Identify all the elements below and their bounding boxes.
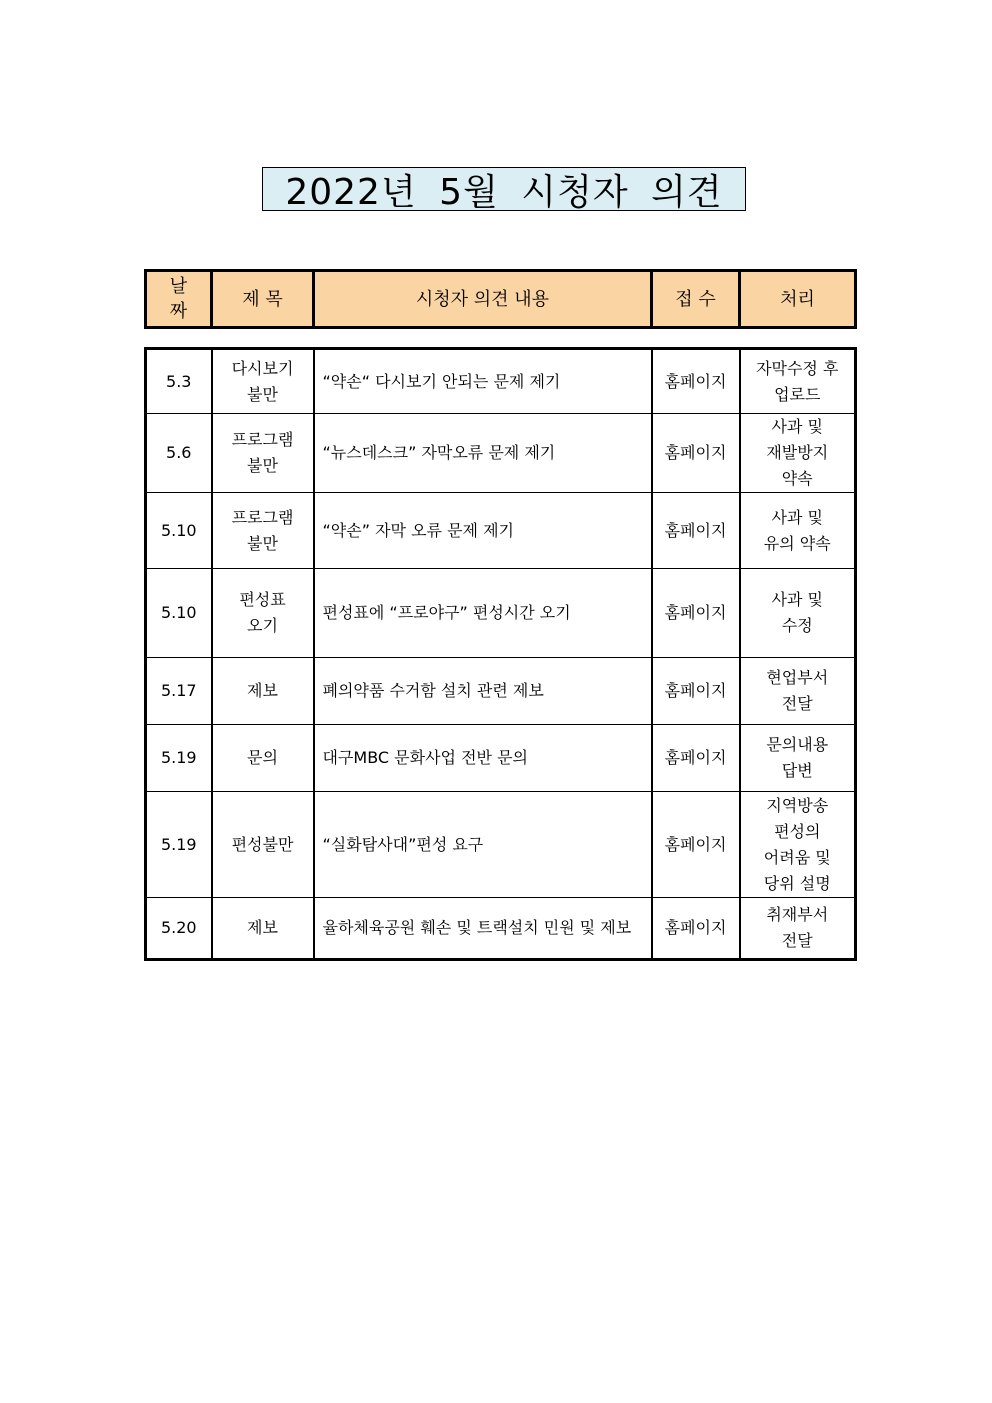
cell-date: 5.19 xyxy=(146,792,212,898)
cell-date: 5.19 xyxy=(146,725,212,792)
cell-subject: 제보 xyxy=(212,898,314,960)
cell-received: 홈페이지 xyxy=(652,349,740,414)
cell-date: 5.17 xyxy=(146,658,212,725)
header-content: 시청자 의견 내용 xyxy=(314,271,652,328)
cell-received: 홈페이지 xyxy=(652,493,740,569)
header-row xyxy=(146,271,856,328)
cell-subject: 프로그램 불만 xyxy=(212,493,314,569)
table-row xyxy=(146,493,856,569)
cell-processing: 취재부서 전달 xyxy=(740,898,856,960)
opinion-table xyxy=(144,347,857,961)
table-row xyxy=(146,658,856,725)
cell-received: 홈페이지 xyxy=(652,898,740,960)
cell-received: 홈페이지 xyxy=(652,658,740,725)
cell-processing: 사과 및 재발방지 약속 xyxy=(740,414,856,493)
cell-content: “뉴스데스크” 자막오류 문제 제기 xyxy=(314,414,652,493)
cell-processing: 현업부서 전달 xyxy=(740,658,856,725)
cell-received: 홈페이지 xyxy=(652,414,740,493)
header-processing: 처리 xyxy=(740,271,856,328)
table-row xyxy=(146,349,856,414)
cell-subject: 프로그램 불만 xyxy=(212,414,314,493)
cell-received: 홈페이지 xyxy=(652,792,740,898)
cell-processing: 지역방송 편성의 어려움 및 당위 설명 xyxy=(740,792,856,898)
cell-processing: 자막수정 후 업로드 xyxy=(740,349,856,414)
header-received: 접 수 xyxy=(652,271,740,328)
header-subject: 제 목 xyxy=(212,271,314,328)
cell-content: 편성표에 “프로야구” 편성시간 오기 xyxy=(314,569,652,658)
table-row xyxy=(146,725,856,792)
table-row xyxy=(146,898,856,960)
cell-date: 5.20 xyxy=(146,898,212,960)
table-row xyxy=(146,792,856,898)
page-title: 2022년 5월 시청자 의견 xyxy=(262,167,746,211)
cell-date: 5.3 xyxy=(146,349,212,414)
cell-subject: 편성불만 xyxy=(212,792,314,898)
cell-content: 폐의약품 수거함 설치 관련 제보 xyxy=(314,658,652,725)
table-row xyxy=(146,414,856,493)
cell-date: 5.6 xyxy=(146,414,212,493)
table-header xyxy=(144,269,857,329)
cell-content: 대구MBC 문화사업 전반 문의 xyxy=(314,725,652,792)
cell-content: “약손“ 다시보기 안되는 문제 제기 xyxy=(314,349,652,414)
cell-subject: 문의 xyxy=(212,725,314,792)
cell-content: 율하체육공원 훼손 및 트랙설치 민원 및 제보 xyxy=(314,898,652,960)
cell-subject: 다시보기 불만 xyxy=(212,349,314,414)
cell-processing: 사과 및 수정 xyxy=(740,569,856,658)
cell-content: “실화탐사대”편성 요구 xyxy=(314,792,652,898)
cell-received: 홈페이지 xyxy=(652,569,740,658)
cell-processing: 문의내용 답변 xyxy=(740,725,856,792)
table-row xyxy=(146,569,856,658)
cell-date: 5.10 xyxy=(146,493,212,569)
cell-subject: 편성표 오기 xyxy=(212,569,314,658)
header-date: 날 짜 xyxy=(146,271,212,328)
cell-processing: 사과 및 유의 약속 xyxy=(740,493,856,569)
cell-subject: 제보 xyxy=(212,658,314,725)
cell-content: “약손” 자막 오류 문제 제기 xyxy=(314,493,652,569)
cell-date: 5.10 xyxy=(146,569,212,658)
cell-received: 홈페이지 xyxy=(652,725,740,792)
